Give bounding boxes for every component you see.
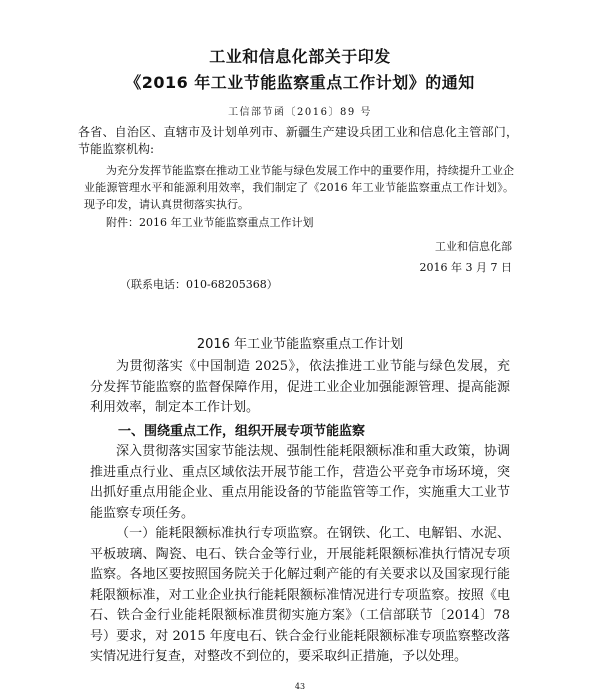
notice-body: 为充分发挥节能监察在推动工业节能与绿色发展工作中的重要作用，持续提升工业企业能源管理水平和能源利用效率，我们制定了《2016 年工业节能监察重点工作计划》。现予印发，请认真贯彻落实执行。 (84, 164, 514, 211)
addressees: 各省、自治区、直辖市及计划单列市、新疆生产建设兵团工业和信息化主管部门，节能监察机构: (78, 125, 518, 156)
attachment-line: 附件：2016 年工业节能监察重点工作计划 (106, 216, 314, 229)
subsection1-paragraph: （一）能耗限额标准执行专项监察。在钢铁、化工、电解铝、水泥、平板玻璃、陶瓷、电石、铁合金等行业，开展能耗限额标准执行情况专项监察。各地区要按照国务院关于化解过剩产能的有关要求以及国家现行能耗限额标准，对工业企业执行能耗限额标准情况进行专项监察。按照《电石、铁合金行业能耗限额标准贯彻实施方案》（工信部联节〔2014〕78 号）要求，对 2015 年度电石、铁合金行业能耗限额标准专项监察整改落实情况进行复查，对整改不到位的，要采取纠正措施，予以处理。 (90, 526, 510, 664)
section1-heading: 一、围绕重点工作，组织开展专项节能监察 (118, 424, 366, 439)
section1-paragraph: 深入贯彻落实国家节能法规、强制性能耗限额标准和重大政策，协调推进重点行业、重点区域依法开展节能工作，营造公平竞争市场环境，突出抓好重点用能企业、重点用能设备的节能监管等工作，实施重大工业节能监察专项任务。 (90, 444, 510, 521)
page-number: 43 (294, 682, 306, 691)
notice-title-line2: 《2016 年工业节能监察重点工作计划》的通知 (125, 73, 475, 92)
notice-title-line1: 工业和信息化部关于印发 (209, 47, 391, 66)
issue-date: 2016 年 3 月 7 日 (419, 261, 512, 274)
contact-phone: （联系电话：010-68205368） (120, 278, 278, 291)
issuer: 工业和信息化部 (435, 240, 512, 253)
document-number: 工信部节函〔2016〕89 号 (228, 107, 372, 118)
plan-intro: 为贯彻落实《中国制造 2025》，依法推进工业节能与绿色发展，充分发挥节能监察的监督保障作用，促进工业企业加强能源管理、提高能源利用效率，制定本工作计划。 (90, 359, 510, 415)
plan-title: 2016 年工业节能监察重点工作计划 (196, 337, 404, 352)
